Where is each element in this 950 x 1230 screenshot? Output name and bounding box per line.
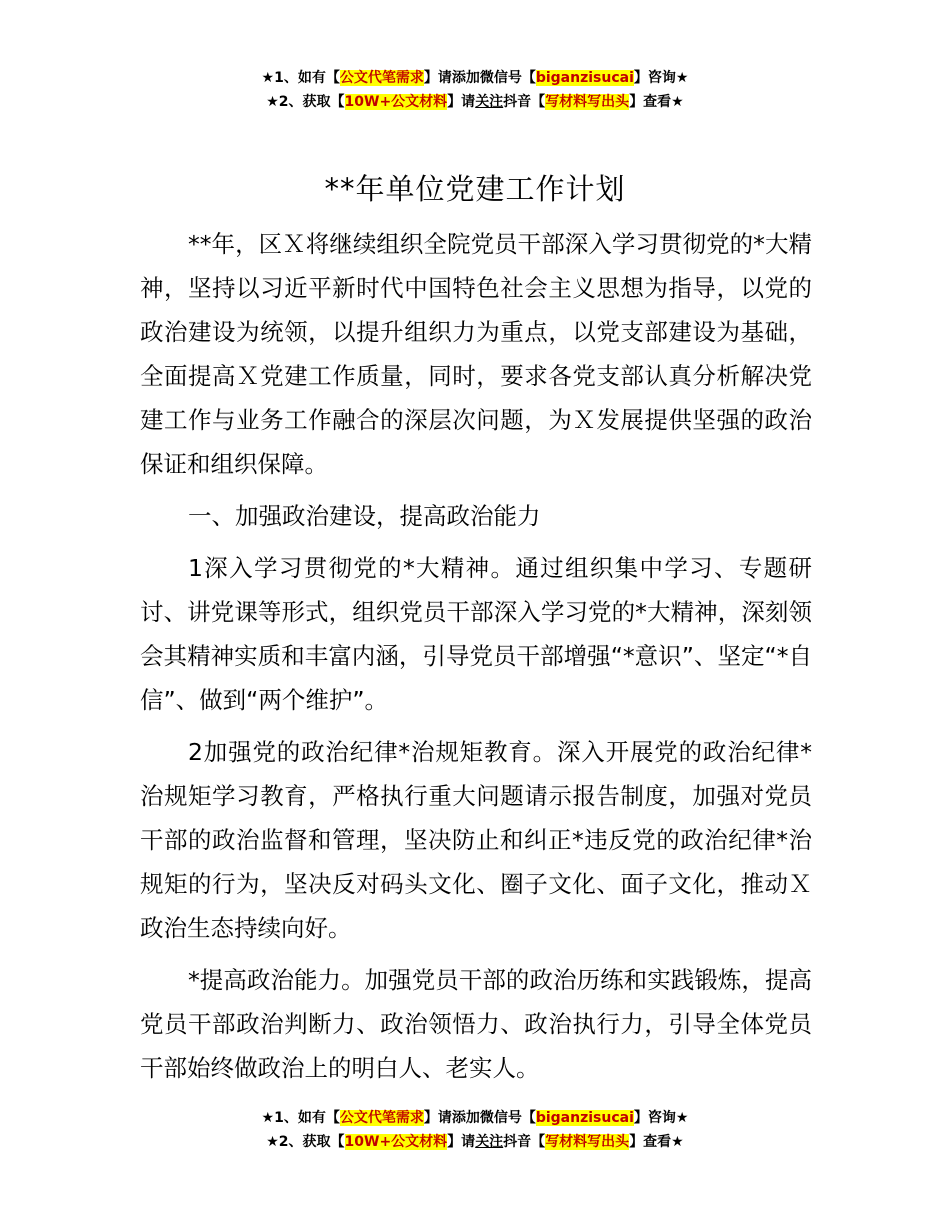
promo-highlight: 公文代笔需求 [339,1110,424,1126]
promo-text: 抖音【 [503,1134,546,1150]
promo-highlight: biganzisucai [535,70,634,86]
promo-text: 】请添加微信号【 [423,70,536,86]
promo-underlined: 关注 [475,94,504,110]
promo-highlight: 10W+公文材料 [344,1134,448,1150]
promo-text: 】咨询★ [633,70,689,86]
promo-text: 】请添加微信号【 [423,1110,536,1126]
promo-text: ★1、如有【 [261,1110,340,1126]
promo-text: 抖音【 [503,94,546,110]
promo-underlined: 关注 [475,1134,504,1150]
promo-text: 】请 [447,94,476,110]
section-heading: 一、加强政治建设，提高政治能力 [188,502,541,530]
promo-text: ★1、如有【 [261,70,340,86]
promo-text: 】咨询★ [633,1110,689,1126]
promo-highlight: 10W+公文材料 [344,94,448,110]
paragraph-item-3: *提高政治能力。加强党员干部的政治历练和实践锻炼，提高党员干部政治判断力、政治领悟力、政治执行力，引导全体党员干部始终做政治上的明白人、老实人。 [140,966,812,1082]
promo-line-1 [0,66,950,90]
paragraph-item-2: 2加强党的政治纪律*治规矩教育。深入开展党的政治纪律*治规矩学习教育，严格执行重大问题请示报告制度，加强对党员干部的政治监督和管理，坚决防止和纠正*违反党的政治纪律*治规矩的行为，坚决反对码头文化、圈子文化、面子文化，推动Ｘ政治生态持续向好。 [140,738,812,942]
promo-text: 】查看★ [629,94,684,110]
promo-line-2 [0,1130,950,1154]
promo-text: 】请 [447,1134,476,1150]
promo-line-2 [0,90,950,114]
promo-text: 】查看★ [629,1134,684,1150]
promo-highlight: 写材料写出头 [545,94,630,110]
promo-text: ★2、获取【 [266,1134,345,1150]
promo-banner-top [0,66,950,114]
promo-highlight: 公文代笔需求 [339,70,424,86]
document-body [140,222,812,1098]
paragraph-item-1: 1深入学习贯彻党的*大精神。通过组织集中学习、专题研讨、讲党课等形式，组织党员干部深入学习党的*大精神，深刻领会其精神实质和丰富内涵，引导党员干部增强“*意识”、坚定“*自信”、做到“两个维护”。 [140,554,812,714]
promo-highlight: 写材料写出头 [545,1134,630,1150]
document-title: **年单位党建工作计划 [324,172,626,206]
promo-text: ★2、获取【 [266,94,345,110]
promo-line-1 [0,1106,950,1130]
promo-highlight: biganzisucai [535,1110,634,1126]
promo-banner-bottom [0,1106,950,1154]
paragraph-intro: **年，区Ｘ将继续组织全院党员干部深入学习贯彻党的*大精神，坚持以习近平新时代中国特色社会主义思想为指导，以党的政治建设为统领，以提升组织力为重点，以党支部建设为基础，全面提高Ｘ党建工作质量，同时，要求各党支部认真分析解决党建工作与业务工作融合的深层次问题，为Ｘ发展提供坚强的政治保证和组织保障。 [140,230,812,478]
